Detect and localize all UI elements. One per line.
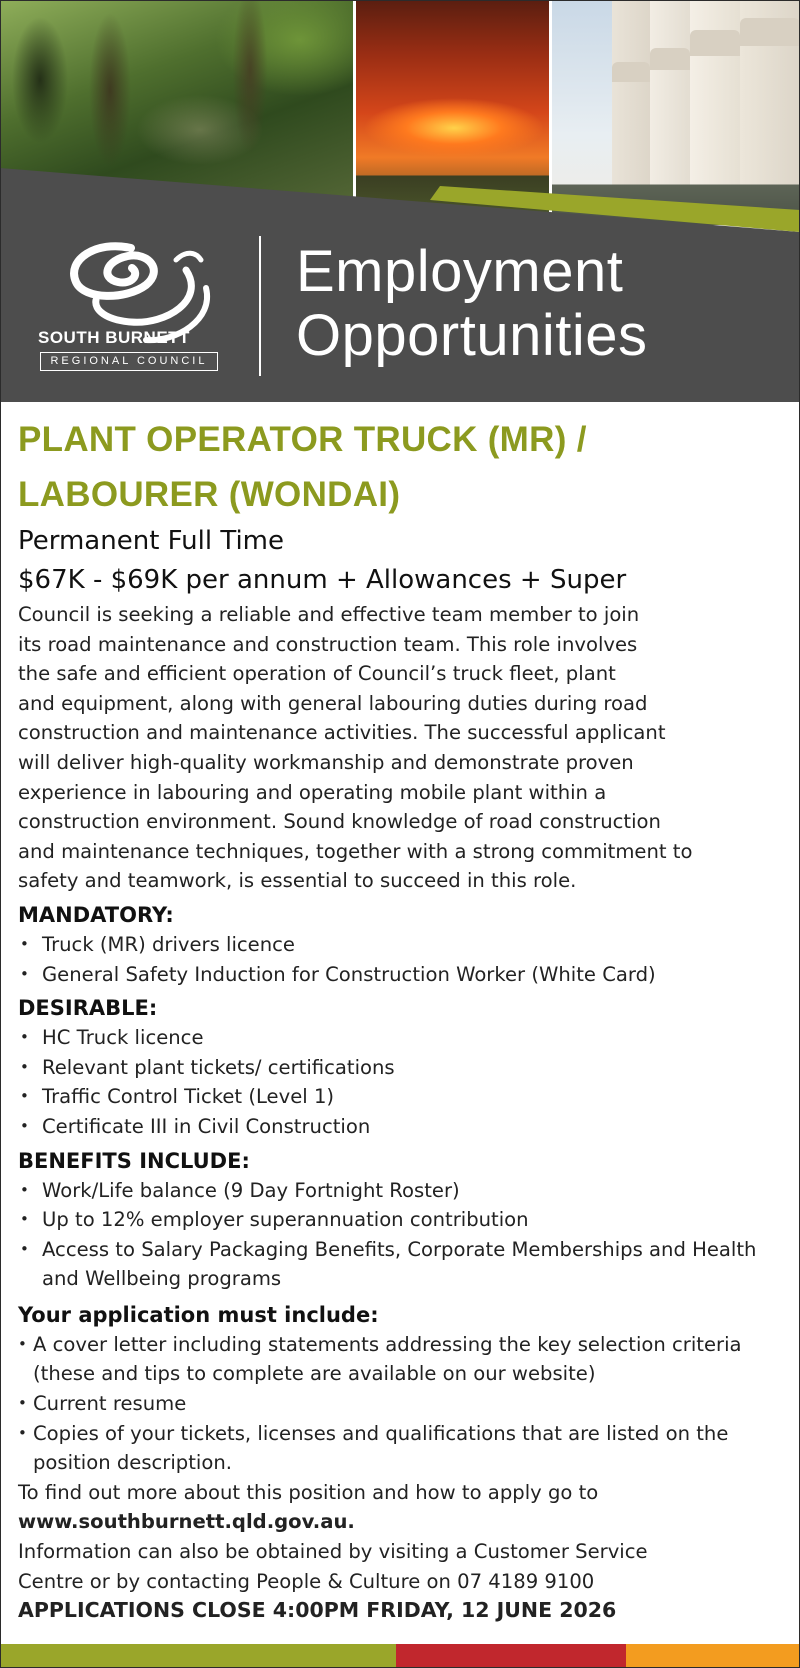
list-item: • General Safety Induction for Construction Worker (White Card) bbox=[18, 960, 788, 990]
heading-line-1: Employment bbox=[296, 239, 624, 304]
list-item: • Current resume bbox=[18, 1389, 788, 1419]
closing-date: APPLICATIONS CLOSE 4:00PM FRIDAY, 12 JUNE 2026 bbox=[18, 1598, 617, 1623]
job-title-line-2: LABOURER (WONDAI) bbox=[18, 475, 401, 514]
salary: $67K - $69K per annum + Allowances + Super bbox=[18, 565, 627, 595]
logo-subtitle: REGIONAL COUNCIL bbox=[40, 352, 218, 371]
list-item: • Work/Life balance (9 Day Fortnight Roster) bbox=[18, 1176, 788, 1206]
list-item: • Access to Salary Packaging Benefits, Corporate Memberships and Health and Wellbeing programs bbox=[18, 1235, 788, 1294]
list-item: • Copies of your tickets, licenses and qualifications that are listed on the position description. bbox=[18, 1419, 788, 1478]
description-line: the safe and efficient operation of Council’s truck fleet, plant bbox=[18, 662, 616, 686]
info-line: Centre or by contacting People & Culture on 07 4189 9100 bbox=[18, 1569, 595, 1593]
logo-name: SOUTH BURNETT bbox=[38, 328, 190, 347]
mandatory-heading: MANDATORY: bbox=[18, 902, 174, 927]
find-out-more: To find out more about this position and how to apply go to bbox=[18, 1480, 599, 1504]
list-item: • Relevant plant tickets/ certifications bbox=[18, 1053, 788, 1083]
description-line: and maintenance techniques, together with a strong commitment to bbox=[18, 839, 693, 863]
job-title-line-1: PLANT OPERATOR TRUCK (MR) / bbox=[18, 420, 587, 459]
description-line: safety and teamwork, is essential to succeed in this role. bbox=[18, 869, 577, 893]
list-item: • A cover letter including statements addressing the key selection criteria (these and tips to complete are available on our website) bbox=[18, 1330, 788, 1389]
description-line: will deliver high-quality workmanship and demonstrate proven bbox=[18, 750, 634, 774]
info-line: Information can also be obtained by visiting a Customer Service bbox=[18, 1540, 648, 1564]
application-heading: Your application must include: bbox=[18, 1302, 379, 1327]
description-line: Council is seeking a reliable and effective team member to join bbox=[18, 603, 640, 626]
description-line: experience in labouring and operating mobile plant within a bbox=[18, 780, 607, 804]
desirable-heading: DESIRABLE: bbox=[18, 996, 158, 1021]
list-item: • Up to 12% employer superannuation contribution bbox=[18, 1205, 788, 1235]
list-item: • Certificate III in Civil Construction bbox=[18, 1112, 788, 1142]
website-link[interactable]: www.southburnett.qld.gov.au. bbox=[18, 1510, 355, 1534]
description-line: construction environment. Sound knowledge of road construction bbox=[18, 810, 661, 834]
list-item: • Truck (MR) drivers licence bbox=[18, 930, 788, 960]
employment-type: Permanent Full Time bbox=[18, 526, 285, 556]
description-line: its road maintenance and construction team. This role involves bbox=[18, 632, 638, 656]
list-item: • HC Truck licence bbox=[18, 1023, 788, 1053]
benefits-heading: BENEFITS INCLUDE: bbox=[18, 1148, 250, 1173]
description-line: and equipment, along with general labouring duties during road bbox=[18, 691, 648, 715]
description-line: construction and maintenance activities. The successful applicant bbox=[18, 721, 666, 745]
list-item: • Traffic Control Ticket (Level 1) bbox=[18, 1082, 788, 1112]
heading-line-2: Opportunities bbox=[296, 303, 648, 368]
